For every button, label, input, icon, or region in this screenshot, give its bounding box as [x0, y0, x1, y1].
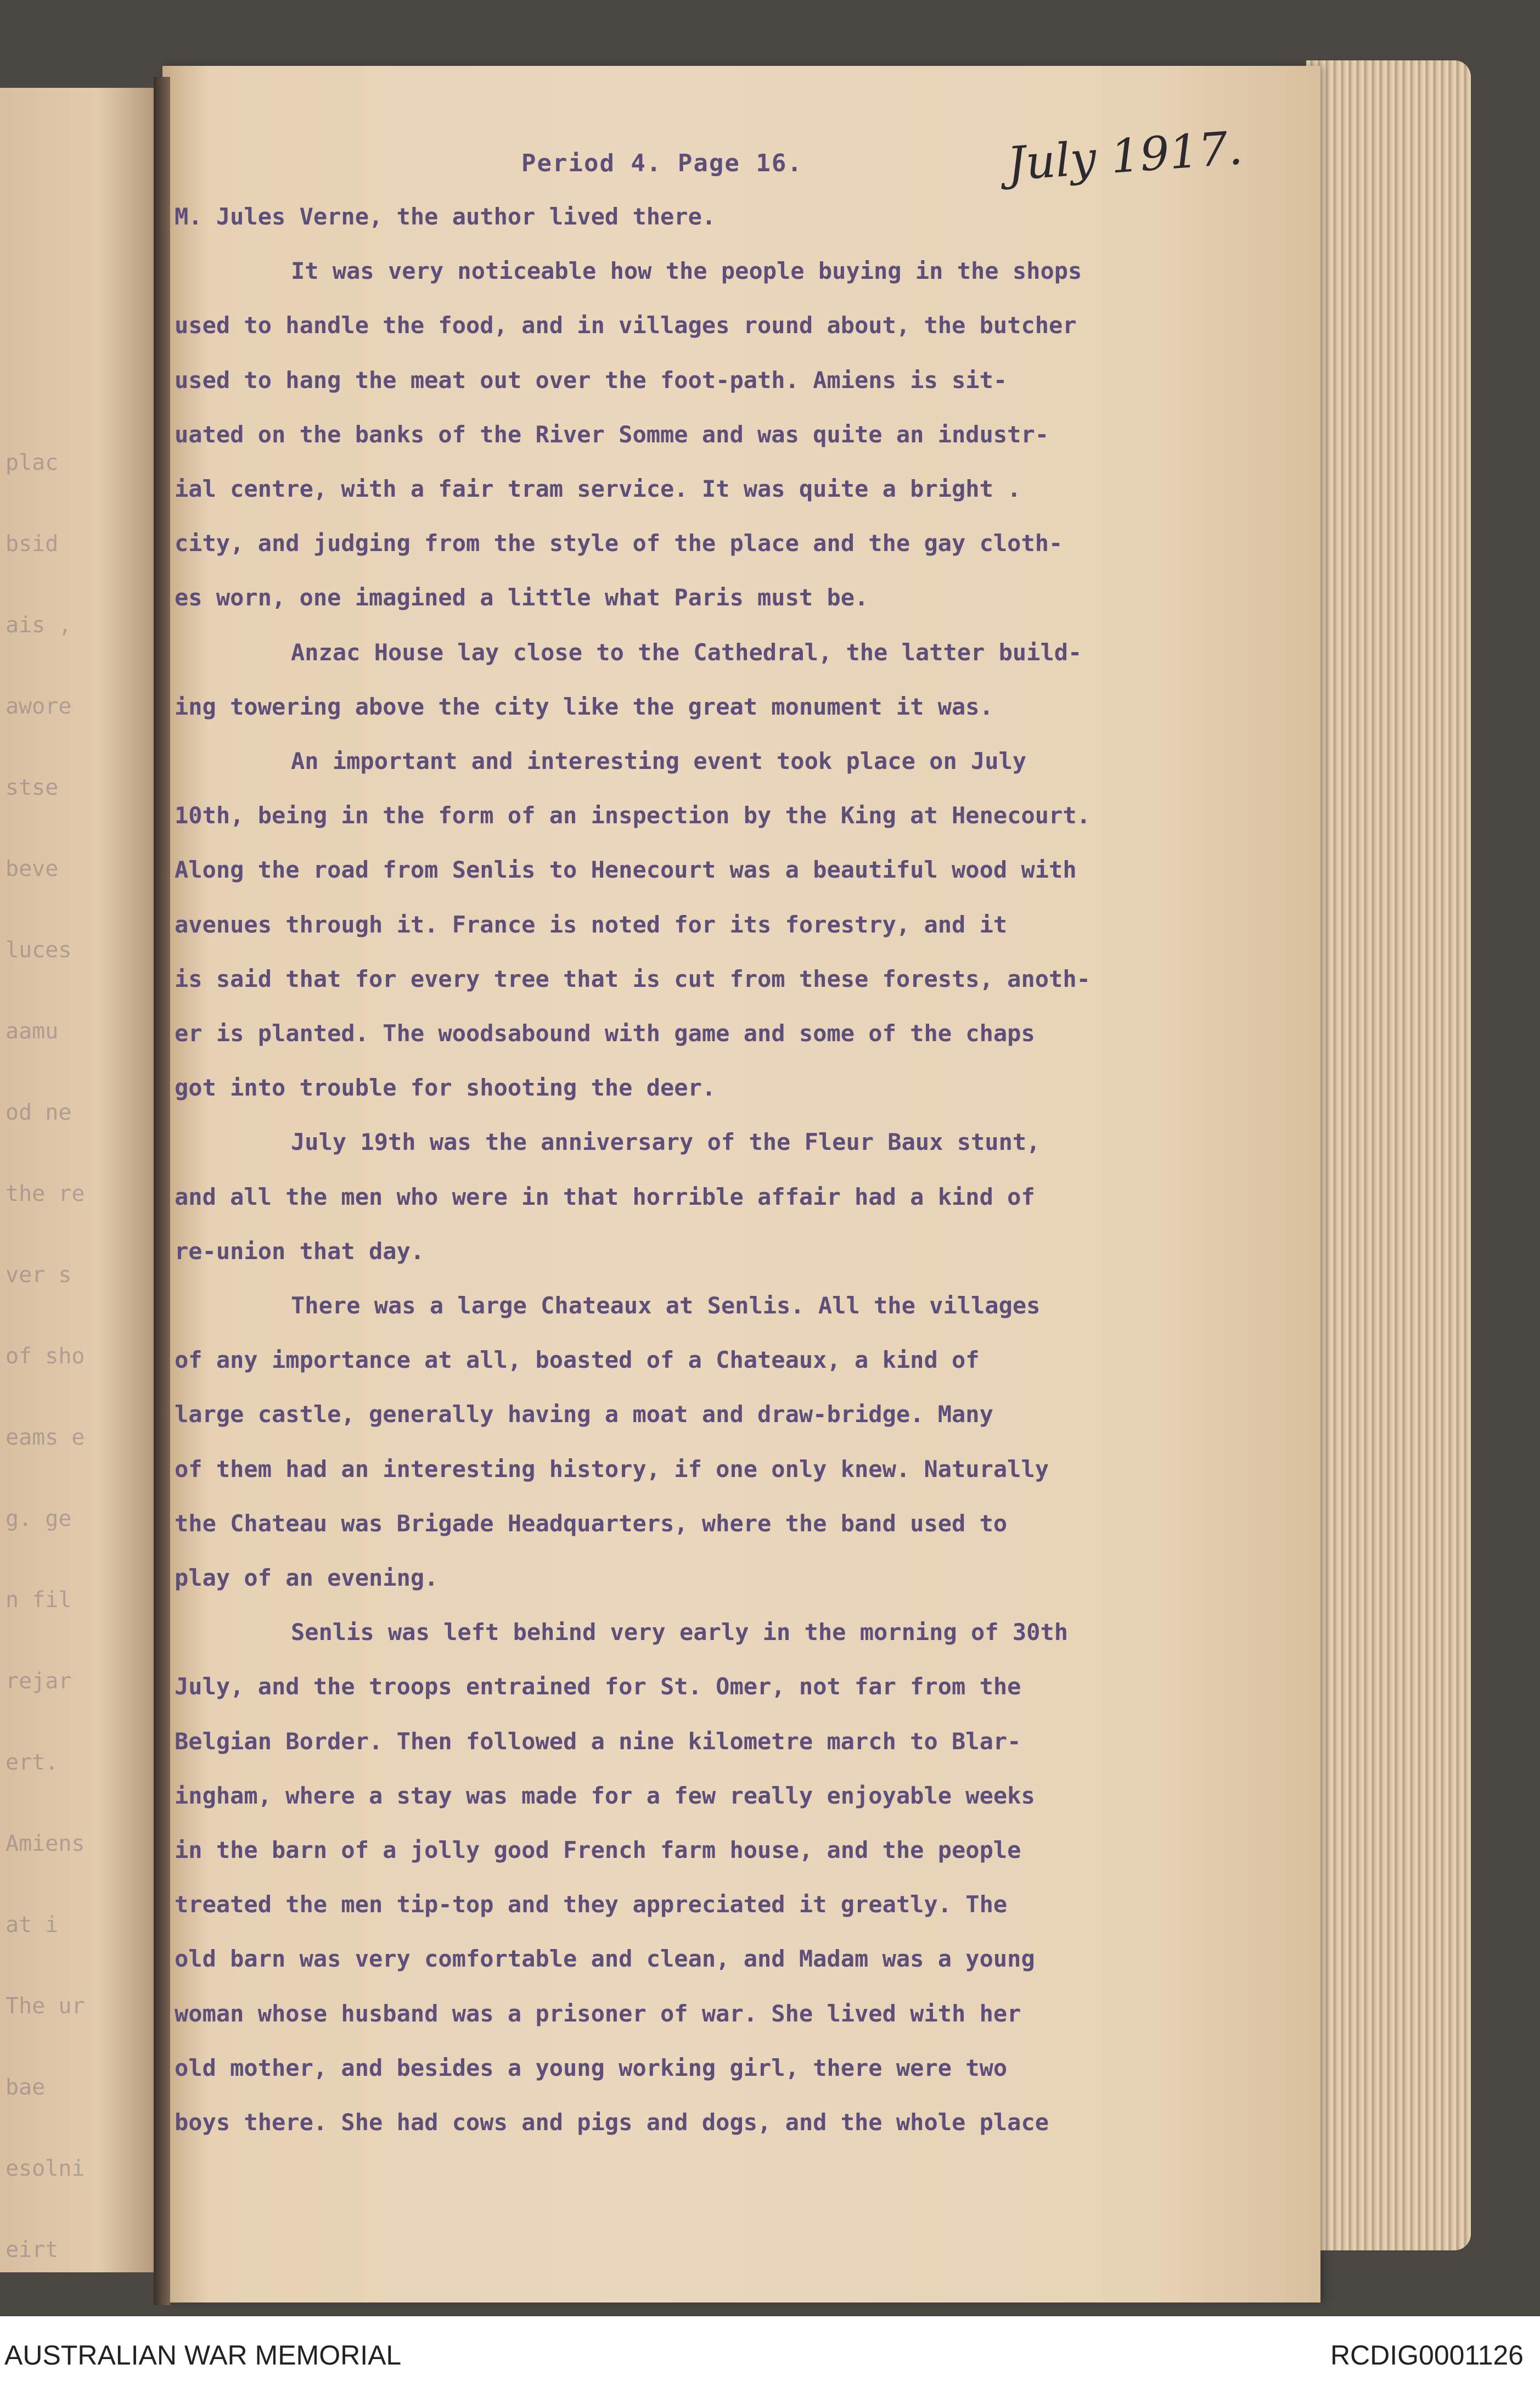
- body-line: of them had an interesting history, if one only knew. Naturally: [175, 1456, 1049, 1482]
- body-line: city, and judging from the style of the place and the gay cloth-: [175, 530, 1063, 557]
- body-line: boys there. She had cows and pigs and dogs, and the whole place: [175, 2109, 1049, 2136]
- body-line: Anzac House lay close to the Cathedral, the latter build-: [291, 639, 1082, 666]
- body-line: used to handle the food, and in villages round about, the butcher: [175, 312, 1077, 339]
- left-page-fragment: ais ,: [5, 613, 72, 638]
- body-line: re-union that day.: [175, 1238, 425, 1265]
- body-line: and all the men who were in that horrible affair had a kind of: [175, 1183, 1035, 1210]
- left-page-fragment: plac: [5, 450, 59, 475]
- left-page-fragment: awore: [5, 694, 72, 719]
- left-page-fragment: at i: [5, 1912, 59, 1938]
- left-page-fragment: The ur: [5, 1993, 85, 2019]
- left-page-fragment: od ne: [5, 1100, 72, 1125]
- page-header: Period 4. Page 16.: [521, 149, 803, 177]
- body-line: There was a large Chateaux at Senlis. All the villages: [291, 1292, 1041, 1319]
- left-page-fragment: of sho: [5, 1344, 85, 1369]
- left-page-fragment: rejar: [5, 1669, 72, 1694]
- left-page-fragment: beve: [5, 856, 59, 881]
- body-line: play of an evening.: [175, 1564, 439, 1591]
- body-line: old mother, and besides a young working girl, there were two: [175, 2054, 1008, 2081]
- body-line: in the barn of a jolly good French farm house, and the people: [175, 1837, 1021, 1863]
- left-page-fragment: stse: [5, 775, 59, 800]
- body-line: got into trouble for shooting the deer.: [175, 1074, 716, 1101]
- body-line: ial centre, with a fair tram service. It was quite a bright .: [175, 475, 1021, 502]
- body-line: old barn was very comfortable and clean, and Madam was a young: [175, 1945, 1035, 1972]
- left-page-fragment: Amiens: [5, 1831, 85, 1856]
- body-line: is said that for every tree that is cut from these forests, anoth-: [175, 965, 1091, 992]
- left-page-fragment: ver s: [5, 1262, 72, 1288]
- footer-institution: AUSTRALIAN WAR MEMORIAL: [4, 2340, 402, 2371]
- body-line: er is planted. The woodsabound with game and some of the chaps: [175, 1020, 1035, 1047]
- body-line: of any importance at all, boasted of a Chateaux, a kind of: [175, 1346, 980, 1373]
- body-line: Belgian Border. Then followed a nine kilometre march to Blar-: [175, 1728, 1021, 1755]
- footer-bar: [0, 2316, 1540, 2381]
- left-page-fragment: esolni: [5, 2156, 85, 2181]
- body-line: ingham, where a stay was made for a few really enjoyable weeks: [175, 1782, 1035, 1809]
- left-page-fragment: eams e: [5, 1425, 85, 1450]
- left-page-fragment: aamu: [5, 1019, 59, 1044]
- footer-record-id: RCDIG0001126: [1330, 2340, 1524, 2371]
- left-page-fragment: bsid: [5, 531, 59, 557]
- body-line: It was very noticeable how the people buying in the shops: [291, 257, 1082, 284]
- body-line: Along the road from Senlis to Henecourt was a beautiful wood with: [175, 856, 1077, 883]
- left-page-fragment: the re: [5, 1181, 85, 1206]
- left-page-fragment: luces: [5, 937, 72, 963]
- body-line: July, and the troops entrained for St. Omer, not far from the: [175, 1673, 1021, 1700]
- body-line: used to hang the meat out over the foot-path. Amiens is sit-: [175, 367, 1008, 394]
- body-line: ing towering above the city like the great monument it was.: [175, 693, 993, 720]
- body-line: woman whose husband was a prisoner of war. She lived with her: [175, 2000, 1021, 2027]
- left-page-fragment: bae: [5, 2075, 46, 2100]
- body-line: es worn, one imagined a little what Paris must be.: [175, 584, 869, 611]
- body-line: uated on the banks of the River Somme and was quite an industr-: [175, 421, 1049, 448]
- body-line: 10th, being in the form of an inspection by the King at Henecourt.: [175, 802, 1091, 829]
- body-line: M. Jules Verne, the author lived there.: [175, 203, 716, 230]
- left-page-fragment: n fil: [5, 1587, 72, 1613]
- left-page-fragment: eirt: [5, 2237, 59, 2262]
- left-page-fragment: ert.: [5, 1750, 59, 1775]
- body-line: large castle, generally having a moat and draw-bridge. Many: [175, 1401, 993, 1428]
- handwritten-date-annotation: July 1917.: [1005, 121, 1245, 191]
- body-line: the Chateau was Brigade Headquarters, where the band used to: [175, 1510, 1008, 1537]
- body-line: An important and interesting event took place on July: [291, 748, 1027, 774]
- body-line: avenues through it. France is noted for its forestry, and it: [175, 911, 1008, 938]
- body-line: treated the men tip-top and they appreciated it greatly. The: [175, 1891, 1008, 1918]
- left-page-fragment: g. ge: [5, 1506, 72, 1531]
- body-line: July 19th was the anniversary of the Fleur Baux stunt,: [291, 1128, 1041, 1155]
- body-line: Senlis was left behind very early in the morning of 30th: [291, 1619, 1069, 1646]
